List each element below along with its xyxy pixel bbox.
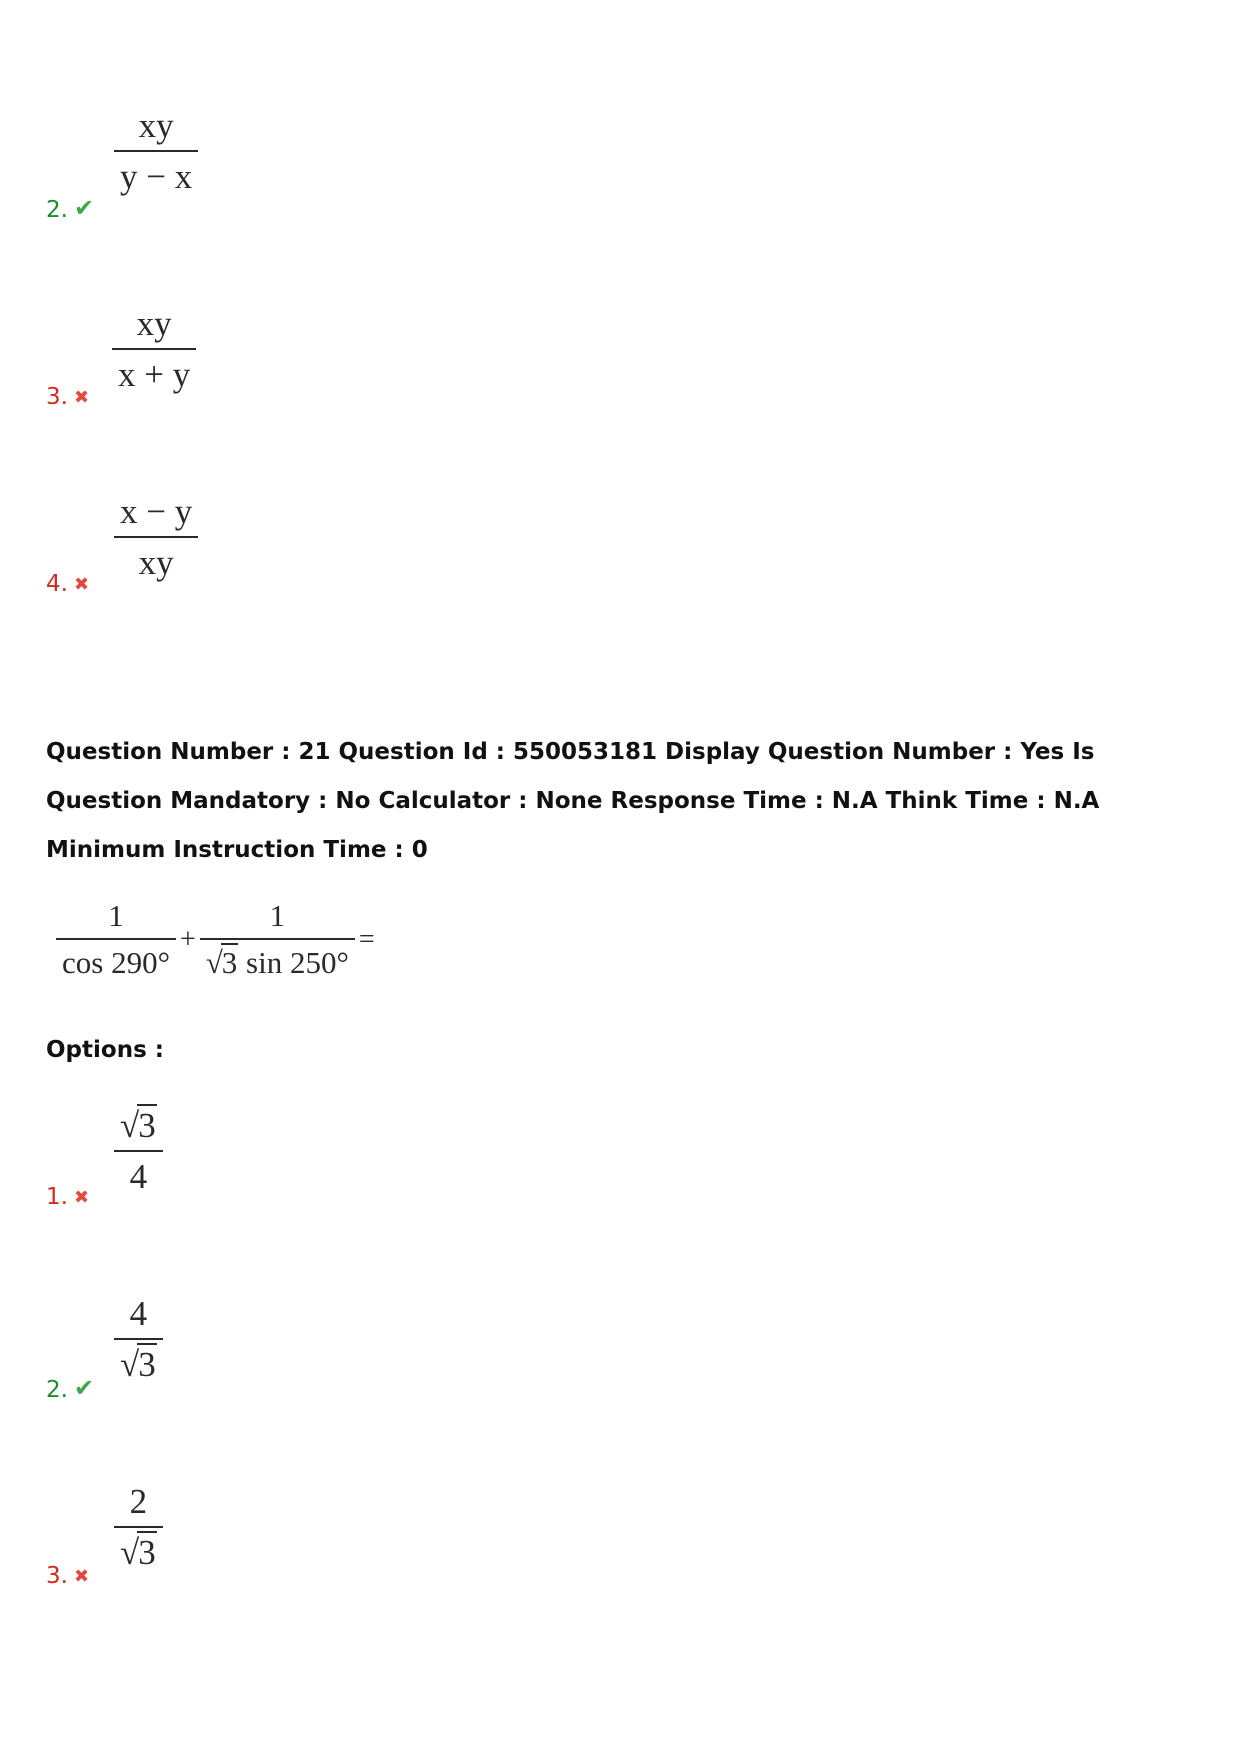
prev-option-2-fraction bbox=[114, 108, 198, 196]
numerator: 4 bbox=[129, 1294, 148, 1333]
check-icon: ✔ bbox=[73, 1374, 95, 1402]
radical-sign: √ bbox=[205, 944, 223, 980]
denominator: 4 bbox=[129, 1156, 148, 1196]
term1-fraction bbox=[56, 900, 176, 979]
cross-icon: ✖ bbox=[73, 1566, 90, 1587]
options-label: Options : bbox=[46, 1037, 164, 1063]
question-header: Question Number : 21 Question Id : 550053181 Display Question Number : Yes Is Question Mandatory : No Calculator : None Response Time : N.A Think Time : N.A Minimum Instruction Time : 0 bbox=[46, 739, 1100, 863]
option-number: 4. bbox=[46, 571, 68, 597]
option-marker bbox=[46, 1186, 89, 1209]
denominator bbox=[200, 944, 355, 980]
fraction-bar bbox=[114, 1526, 163, 1528]
denominator: y − x bbox=[120, 156, 193, 196]
option-marker bbox=[46, 1376, 94, 1402]
numerator: 1 bbox=[108, 898, 124, 933]
numerator: xy bbox=[136, 304, 172, 343]
denominator: xy bbox=[138, 542, 174, 582]
denominator-rest: sin 250° bbox=[238, 944, 349, 980]
radical-sign: √ bbox=[120, 1532, 140, 1572]
radicand: 3 bbox=[221, 944, 238, 980]
prev-option-3-fraction bbox=[112, 306, 196, 394]
radical-sign: √ bbox=[120, 1344, 140, 1384]
sqrt-expression bbox=[120, 1532, 157, 1572]
numerator: 2 bbox=[129, 1482, 148, 1521]
cross-icon: ✖ bbox=[73, 574, 90, 595]
prev-option-4-fraction bbox=[114, 494, 198, 582]
denominator: x + y bbox=[118, 354, 191, 394]
radical-sign: √ bbox=[120, 1106, 140, 1145]
numerator: 1 bbox=[269, 898, 286, 933]
equals-sign: = bbox=[358, 923, 375, 955]
denominator bbox=[114, 1532, 163, 1572]
fraction-bar bbox=[114, 1338, 163, 1340]
check-icon: ✔ bbox=[73, 194, 95, 222]
option-marker bbox=[46, 1565, 89, 1588]
sqrt-expression bbox=[120, 1344, 157, 1384]
fraction-bar bbox=[56, 938, 176, 940]
cross-icon: ✖ bbox=[73, 387, 90, 408]
option-number: 3. bbox=[46, 384, 68, 410]
fraction-bar bbox=[114, 1150, 163, 1152]
radicand: 3 bbox=[138, 1106, 156, 1145]
fraction-bar bbox=[200, 938, 355, 940]
option-number: 2. bbox=[46, 197, 68, 223]
option-2-fraction bbox=[114, 1296, 163, 1384]
sqrt-expression bbox=[120, 1108, 157, 1145]
option-marker bbox=[46, 573, 89, 596]
sqrt-expression bbox=[205, 944, 239, 980]
option-number: 2. bbox=[46, 1377, 68, 1403]
numerator: x − y bbox=[120, 492, 193, 531]
option-3-fraction bbox=[114, 1484, 163, 1572]
option-marker bbox=[46, 386, 89, 409]
fraction-bar bbox=[112, 348, 196, 350]
question-expression bbox=[56, 900, 379, 979]
option-marker bbox=[46, 196, 94, 222]
option-number: 1. bbox=[46, 1184, 68, 1210]
option-number: 3. bbox=[46, 1563, 68, 1589]
numerator bbox=[114, 1108, 163, 1145]
radicand: 3 bbox=[138, 1344, 156, 1384]
radicand: 3 bbox=[138, 1532, 156, 1572]
plus-sign: + bbox=[179, 923, 196, 955]
denominator bbox=[114, 1344, 163, 1384]
fraction-bar bbox=[114, 150, 198, 152]
cross-icon: ✖ bbox=[73, 1187, 90, 1208]
denominator: cos 290° bbox=[62, 944, 170, 980]
numerator: xy bbox=[138, 106, 174, 145]
fraction-bar bbox=[114, 536, 198, 538]
term2-fraction bbox=[200, 900, 355, 979]
option-1-fraction bbox=[114, 1108, 163, 1196]
